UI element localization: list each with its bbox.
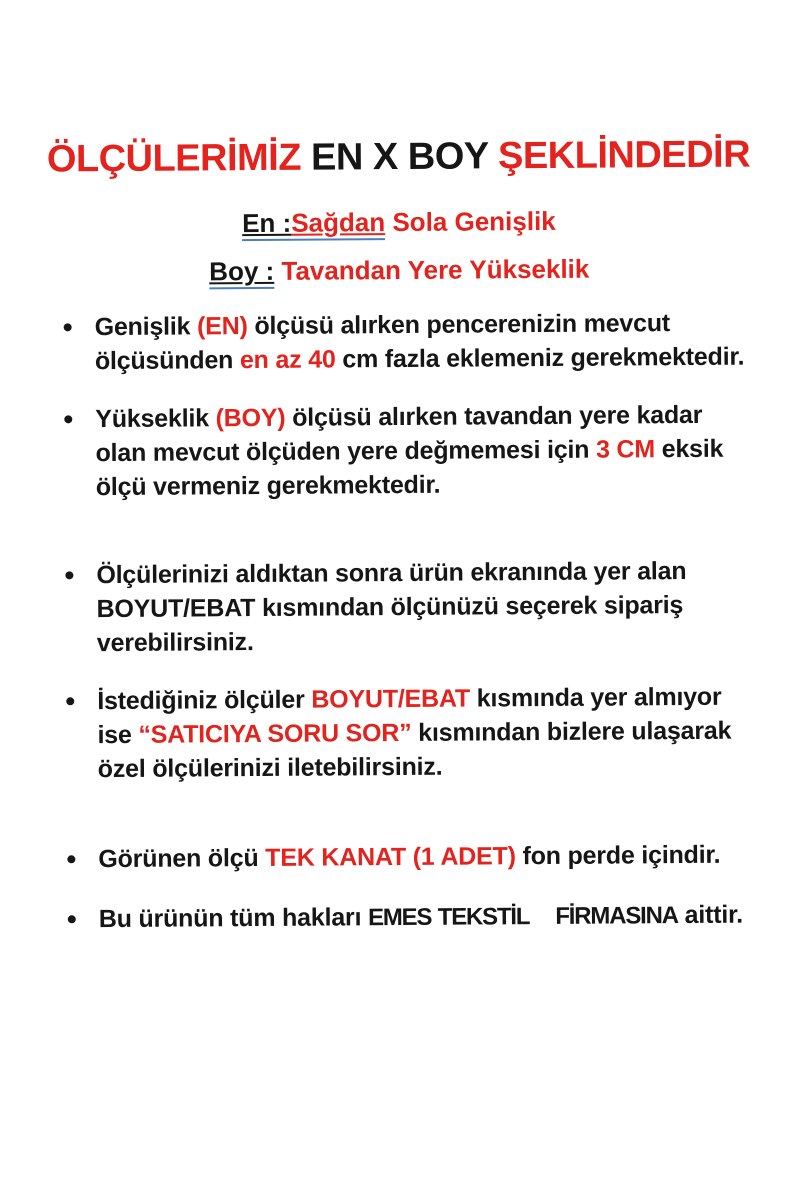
- list-item: [66, 898, 759, 938]
- underlined-group: [242, 207, 385, 241]
- list-item: [64, 680, 758, 787]
- text-segment-red: “SATICIYA SORU SOR”: [138, 718, 412, 749]
- text-segment-red: en az 40: [239, 345, 336, 375]
- list-item: [63, 554, 757, 661]
- text-segment: eksik ölçü vermeniz gerekmektedir.: [95, 434, 724, 502]
- page-title: [0, 132, 799, 182]
- text-segment: Yükseklik: [95, 404, 216, 434]
- text-segment-red: BOYUT/EBAT: [311, 684, 471, 714]
- subtitle-width-definition: [0, 203, 799, 241]
- text-segment: Bu ürünün tüm hakları: [98, 903, 369, 934]
- text-segment-red: (BOY): [215, 403, 286, 433]
- height-label: Boy :: [209, 255, 275, 287]
- width-highlight: Sağdan: [291, 207, 386, 238]
- text-segment: İstediğiniz ölçüler: [97, 685, 312, 716]
- height-description: Tavandan Yere Yükseklik: [274, 253, 590, 286]
- text-segment: kısmından bizlere ulaşarak özel ölçülerinizi iletebilirsiniz.: [97, 716, 732, 784]
- text-segment: Görünen ölçü: [98, 843, 266, 874]
- text-segment: fon perde içindir.: [515, 840, 721, 871]
- list-item: [62, 306, 755, 379]
- subtitle-height-definition: [0, 251, 799, 289]
- title-segment-red: ŞEKLİNDEDİR: [497, 133, 751, 178]
- brand-name: EMES TEKSTİL: [367, 903, 530, 932]
- text-segment-red: 3 CM: [595, 435, 656, 464]
- list-item: [62, 398, 756, 505]
- text-segment: Genişlik: [94, 312, 198, 342]
- bullet-list: [62, 306, 759, 938]
- width-description: Sola Genişlik: [385, 205, 556, 238]
- text-segment-red: TEK KANAT (1 ADET): [265, 842, 516, 872]
- width-label: En :: [242, 207, 292, 239]
- list-item: [65, 838, 758, 877]
- title-segment-black: EN X BOY: [310, 135, 499, 179]
- text-segment: ölçüsü alırken pencerenizin mevcut ölçüsünden: [94, 309, 671, 376]
- brand-suffix: FİRMASINA: [555, 902, 678, 930]
- text-segment-red: (EN): [196, 312, 248, 341]
- text-segment: Ölçülerinizi aldıktan sonra ürün ekranında yer alan BOYUT/EBAT kısmından ölçünüzü seçerek sipariş verebilirsiniz.: [96, 557, 687, 658]
- text-segment: kısmında yer almıyor ise: [97, 682, 722, 750]
- text-segment: aittir.: [677, 900, 744, 930]
- title-segment-red: ÖLÇÜLERİMİZ: [46, 136, 312, 181]
- document-content: [0, 132, 800, 938]
- text-segment: cm fazla eklemeniz gerekmektedir.: [335, 342, 745, 374]
- text-segment: ölçüsü alırken tavandan yere kadar olan mevcut ölçüden yere değmemesi için: [95, 400, 703, 468]
- underlined-group: [209, 256, 274, 289]
